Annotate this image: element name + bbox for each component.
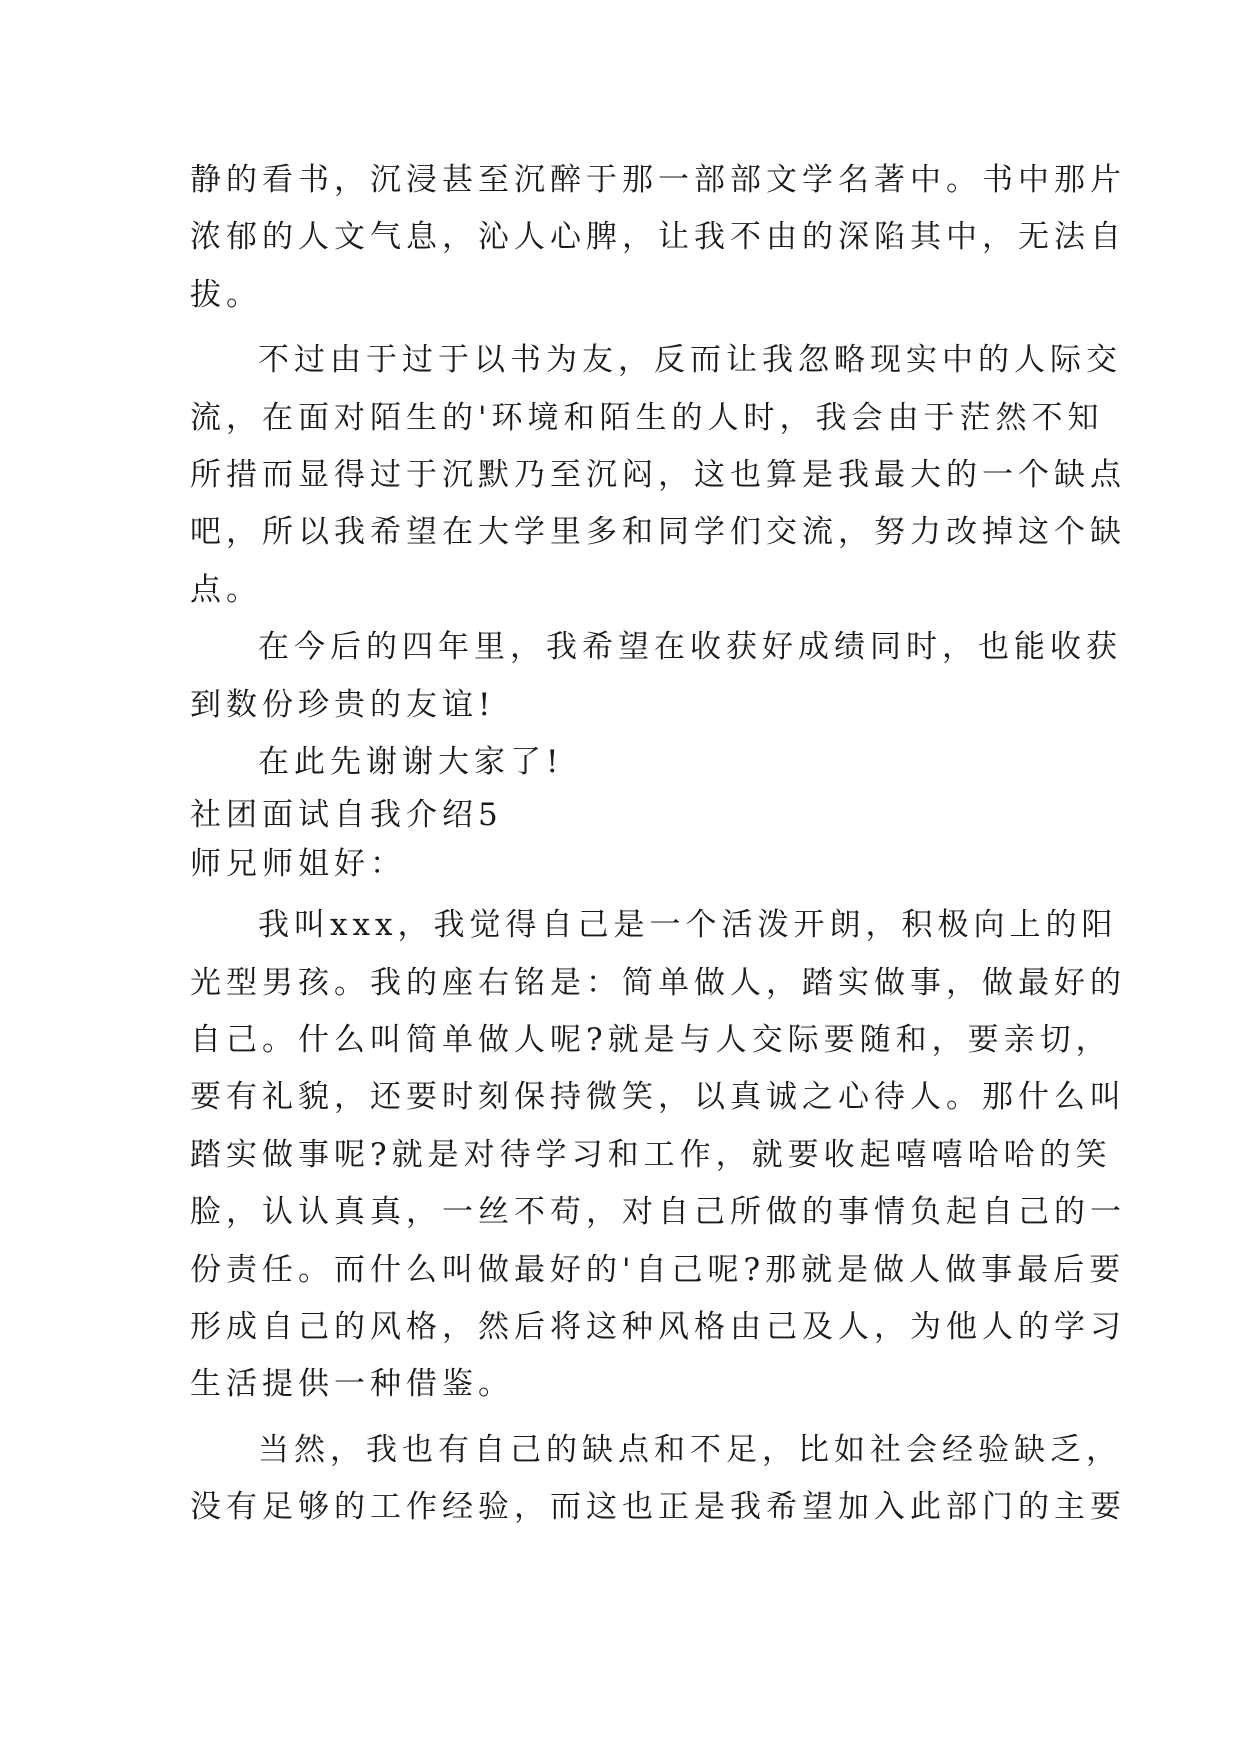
paragraph-line: 自己。什么叫简单做人呢?就是与人交际要随和，要亲切， [190, 1022, 1112, 1059]
paragraph-line: 不过由于过于以书为友，反而让我忽略现实中的人际交 [258, 342, 1122, 379]
paragraph-line: 拔。 [190, 276, 262, 313]
paragraph-line: 份责任。而什么叫做最好的'自己呢?那就是做人做事最后要 [190, 1251, 1126, 1288]
paragraph-line: 到数份珍贵的友谊! [190, 686, 496, 723]
paragraph-line: 吧，所以我希望在大学里多和同学们交流，努力改掉这个缺 [190, 514, 1126, 551]
section-heading: 社团面试自我介绍5 [190, 797, 503, 834]
paragraph-line: 脸，认认真真，一丝不苟，对自己所做的事情负起自己的一 [190, 1194, 1126, 1231]
paragraph-line: 浓郁的人文气息，沁人心脾，让我不由的深陷其中，无法自 [190, 219, 1126, 256]
paragraph-line: 在今后的四年里，我希望在收获好成绩同时，也能收获 [258, 629, 1122, 666]
paragraph-line: 流，在面对陌生的'环境和陌生的人时，我会由于茫然不知 [190, 399, 1104, 436]
paragraph-line: 当然，我也有自己的缺点和不足，比如社会经验缺乏， [258, 1431, 1122, 1468]
document-page [190, 152, 1126, 1537]
paragraph-line: 我叫xxx，我觉得自己是一个活泼开朗，积极向上的阳 [258, 907, 1118, 944]
paragraph-line: 在此先谢谢大家了! [258, 743, 564, 780]
paragraph-line: 点。 [190, 571, 262, 608]
paragraph-line: 踏实做事呢?就是对待学习和工作，就要收起嘻嘻哈哈的笑 [190, 1136, 1112, 1173]
paragraph-line: 没有足够的工作经验，而这也正是我希望加入此部门的主要 [190, 1489, 1126, 1526]
paragraph-line: 所措而显得过于沉默乃至沉闷，这也算是我最大的一个缺点 [190, 456, 1126, 493]
paragraph-line: 光型男孩。我的座右铭是：简单做人，踏实做事，做最好的 [190, 964, 1126, 1001]
paragraph-line: 形成自己的风格，然后将这种风格由己及人，为他人的学习 [190, 1309, 1126, 1346]
paragraph-line: 要有礼貌，还要时刻保持微笑，以真诚之心待人。那什么叫 [190, 1079, 1126, 1116]
paragraph-line: 静的看书，沉浸甚至沉醉于那一部部文学名著中。书中那片 [190, 162, 1126, 198]
salutation: 师兄师姐好： [190, 846, 406, 883]
paragraph-line: 生活提供一种借鉴。 [190, 1366, 514, 1403]
